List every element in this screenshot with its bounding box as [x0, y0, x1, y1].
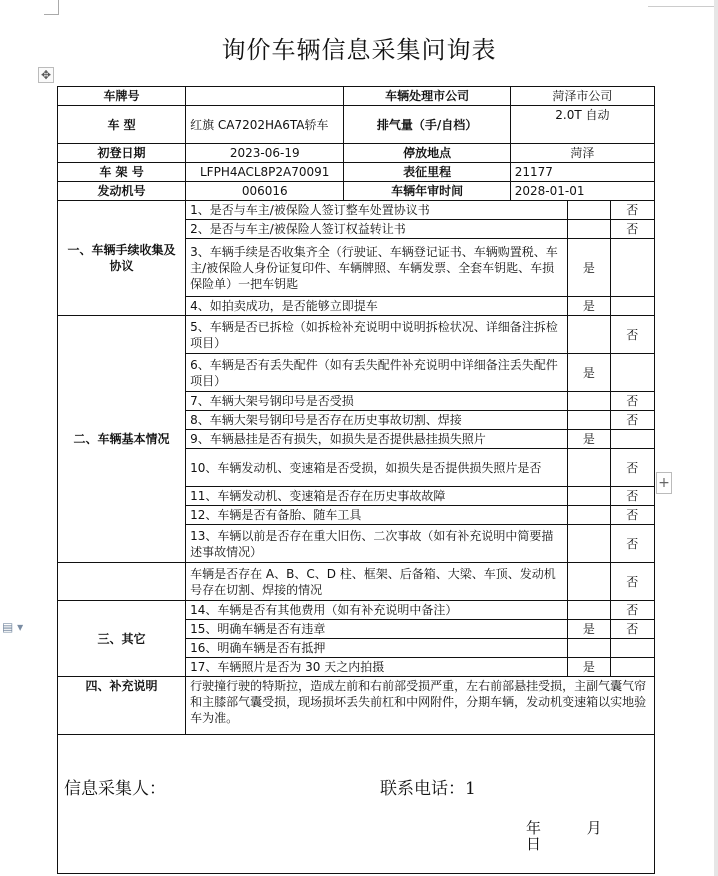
displacement-label: 排气量（手/自档） — [344, 106, 510, 144]
answer-10-yes[interactable] — [568, 449, 610, 487]
window-edge — [648, 0, 718, 7]
question-11: 11、车辆发动机、变速箱是否存在历史事故故障 — [186, 487, 568, 506]
answer-16-no[interactable] — [610, 639, 654, 658]
section-3-label: 三、其它 — [58, 601, 186, 677]
answer-16-yes[interactable] — [568, 639, 610, 658]
question-2: 2、是否与车主/被保险人签订权益转让书 — [186, 220, 568, 239]
answer-11-yes[interactable] — [568, 487, 610, 506]
question-13: 13、车辆以前是否存在重大旧伤、二次事故（如有补充说明中简要描述事故情况） — [186, 525, 568, 563]
page-corner-mark — [44, 0, 59, 15]
question-3: 3、车辆手续是否收集齐全（行驶证、车辆登记证书、车辆购置税、车主/被保险人身份证复印件、车辆牌照、车辆发票、全套车钥匙、车损保险单）一把车钥匙 — [186, 239, 568, 297]
question-16: 16、明确车辆是否有抵押 — [186, 639, 568, 658]
model-label: 车 型 — [58, 106, 186, 144]
section-2-label: 二、车辆基本情况 — [58, 316, 186, 563]
vin-value[interactable]: LFPH4ACL8P2A70091 — [186, 163, 344, 182]
plate-value[interactable] — [186, 87, 344, 106]
question-pillar: 车辆是否存在 A、B、C、D 柱、框架、后备箱、大梁、车顶、发动机号存在切割、焊接的情况 — [186, 563, 568, 601]
four-arrows-icon[interactable]: ✥ — [38, 67, 54, 83]
answer-4-yes[interactable]: 是 — [568, 297, 610, 316]
parking-value[interactable]: 菏泽 — [510, 144, 654, 163]
city-label: 车辆处理市公司 — [344, 87, 510, 106]
reg-date-label: 初登日期 — [58, 144, 186, 163]
document-icon[interactable]: ▤ ▾ — [2, 620, 24, 634]
answer-17-yes[interactable]: 是 — [568, 658, 610, 677]
date-line — [526, 820, 654, 852]
answer-3-yes[interactable]: 是 — [568, 239, 610, 297]
answer-6-yes[interactable]: 是 — [568, 354, 610, 392]
question-4: 4、如拍卖成功，是否能够立即提车 — [186, 297, 568, 316]
displacement-value[interactable]: 2.0T 自动 — [510, 106, 654, 144]
question-7: 7、车辆大架号钢印号是否受损 — [186, 392, 568, 411]
answer-6-no[interactable] — [610, 354, 654, 392]
answer-15-yes[interactable]: 是 — [568, 620, 610, 639]
answer-2-yes[interactable] — [568, 220, 610, 239]
answer-9-yes[interactable]: 是 — [568, 430, 610, 449]
answer-1-no[interactable]: 否 — [610, 201, 654, 220]
inspection-value[interactable]: 2028-01-01 — [510, 182, 654, 201]
vin-label: 车 架 号 — [58, 163, 186, 182]
answer-17-no[interactable] — [610, 658, 654, 677]
inquiry-table — [57, 86, 655, 874]
answer-5-yes[interactable] — [568, 316, 610, 354]
odometer-label: 表征里程 — [344, 163, 510, 182]
notes-text[interactable]: 行驶撞行驶的特斯拉，造成左前和右前部受损严重，左右前部悬挂受损，主副气囊气帘和主膝部气囊受损，现场损坏丢失前杠和中网附件，分期车辆，发动机变速箱以实地验车为准。 — [186, 677, 655, 735]
answer-13-yes[interactable] — [568, 525, 610, 563]
question-15: 15、明确车辆是否有违章 — [186, 620, 568, 639]
phone-label: 联系电话：1 — [380, 779, 476, 799]
model-value[interactable]: 红旗 CA7202HA6TA轿车 — [186, 106, 344, 144]
question-5: 5、车辆是否已拆检（如拆检补充说明中说明拆检状况、详细备注拆检项目） — [186, 316, 568, 354]
question-12: 12、车辆是否有备胎、随车工具 — [186, 506, 568, 525]
question-14: 14、车辆是否有其他费用（如有补充说明中备注） — [186, 601, 568, 620]
city-value[interactable]: 菏泽市公司 — [510, 87, 654, 106]
date-month: 月 — [586, 819, 602, 837]
question-6: 6、车辆是否有丢失配件（如有丢失配件补充说明中详细备注丢失配件项目） — [186, 354, 568, 392]
answer-13-no[interactable]: 否 — [610, 525, 654, 563]
document-title: 询价车辆信息采集问询表 — [221, 36, 497, 64]
answer-15-no[interactable]: 否 — [610, 620, 654, 639]
plate-label: 车牌号 — [58, 87, 186, 106]
section-blank — [58, 563, 186, 601]
answer-pillar-no[interactable]: 否 — [610, 563, 654, 601]
answer-pillar-yes[interactable] — [568, 563, 610, 601]
question-10: 10、车辆发动机、变速箱是否受损，如损失是否提供损失照片是否 — [186, 449, 568, 487]
answer-12-no[interactable]: 否 — [610, 506, 654, 525]
odometer-value[interactable]: 21177 — [510, 163, 654, 182]
section-4-label: 四、补充说明 — [58, 677, 186, 735]
reg-date-value[interactable]: 2023-06-19 — [186, 144, 344, 163]
question-17: 17、车辆照片是否为 30 天之内拍摄 — [186, 658, 568, 677]
answer-14-yes[interactable] — [568, 601, 610, 620]
answer-14-no[interactable]: 否 — [610, 601, 654, 620]
answer-4-no[interactable] — [610, 297, 654, 316]
answer-7-no[interactable]: 否 — [610, 392, 654, 411]
question-8: 8、车辆大架号钢印号是否存在历史事故切割、焊接 — [186, 411, 568, 430]
inspection-label: 车辆年审时间 — [344, 182, 510, 201]
answer-9-no[interactable] — [610, 430, 654, 449]
collector-label: 信息采集人： — [64, 779, 166, 799]
date-year: 年 — [526, 819, 542, 837]
signature-area — [58, 735, 655, 874]
answer-3-no[interactable] — [610, 239, 654, 297]
question-1: 1、是否与车主/被保险人签订整车处置协议书 — [186, 201, 568, 220]
section-1-label: 一、车辆手续收集及协议 — [58, 201, 186, 316]
answer-7-yes[interactable] — [568, 392, 610, 411]
answer-1-yes[interactable] — [568, 201, 610, 220]
answer-2-no[interactable]: 否 — [610, 220, 654, 239]
answer-11-no[interactable]: 否 — [610, 487, 654, 506]
vertical-scrollbar[interactable] — [714, 0, 718, 876]
answer-12-yes[interactable] — [568, 506, 610, 525]
engine-label: 发动机号 — [58, 182, 186, 201]
answer-10-no[interactable]: 否 — [610, 449, 654, 487]
parking-label: 停放地点 — [344, 144, 510, 163]
answer-8-no[interactable]: 否 — [610, 411, 654, 430]
date-day: 日 — [526, 835, 542, 853]
answer-8-yes[interactable] — [568, 411, 610, 430]
answer-5-no[interactable]: 否 — [610, 316, 654, 354]
engine-value[interactable]: 006016 — [186, 182, 344, 201]
question-9: 9、车辆悬挂是否有损失，如损失是否提供悬挂损失照片 — [186, 430, 568, 449]
plus-icon[interactable]: + — [656, 472, 672, 494]
